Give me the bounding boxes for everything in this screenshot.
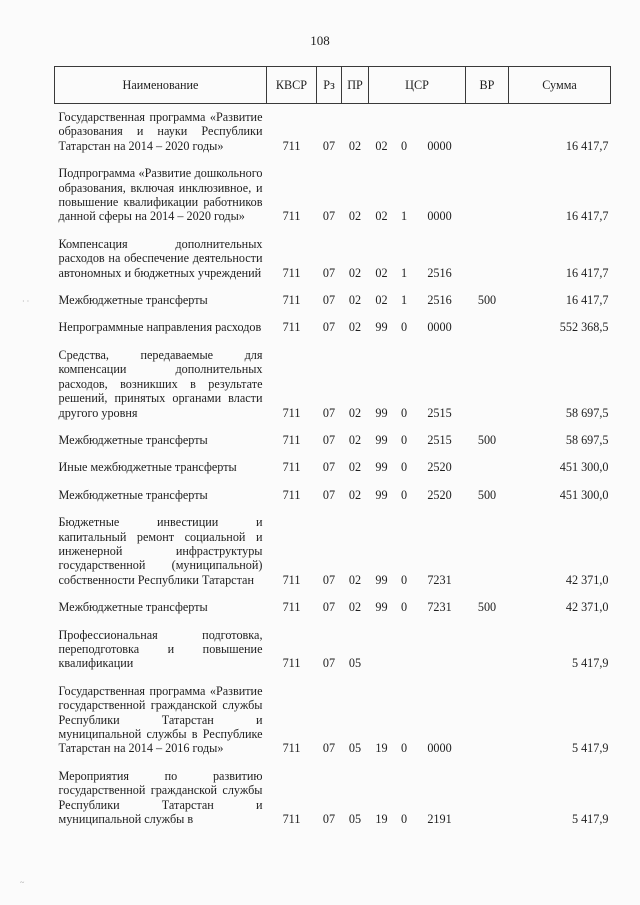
page-number: 108 (310, 33, 330, 48)
row-sum: 58 697,5 (565, 405, 609, 420)
row-rz: 07 (322, 741, 336, 756)
row-sum: 58 697,5 (565, 432, 609, 447)
row-pr: 02 (348, 320, 362, 335)
row-vr: 500 (477, 600, 497, 615)
row-csr-code: 2520 (427, 487, 452, 502)
table-row (55, 160, 611, 231)
row-rz: 07 (322, 487, 336, 502)
table-header-row (55, 67, 611, 104)
row-kvsr: 711 (282, 812, 301, 827)
row-kvsr: 711 (282, 320, 301, 335)
row-pr: 02 (348, 209, 362, 224)
row-csr-subprogram: 0 (400, 138, 408, 153)
row-sum: 451 300,0 (559, 487, 609, 502)
header-sum: Сумма (509, 67, 611, 104)
row-vr (466, 314, 509, 341)
row-rz: 07 (322, 812, 336, 827)
row-kvsr: 711 (282, 265, 301, 280)
row-csr-code (414, 622, 466, 678)
row-sum: 16 417,7 (565, 138, 609, 153)
row-rz: 07 (322, 293, 336, 308)
row-kvsr: 711 (282, 572, 301, 587)
row-kvsr: 711 (282, 600, 301, 615)
table-row (55, 482, 611, 509)
row-name: Государственная программа «Развитие государственной гражданской службы Республики Татарстан и муниципальной службы в Республике Татарстан на 2014 – 2016 годы» (58, 683, 263, 756)
row-csr-program: 02 (375, 209, 388, 224)
row-vr (466, 160, 509, 231)
margin-mark: ~ (20, 878, 25, 887)
table-row (55, 509, 611, 594)
row-name: Иные межбюджетные трансферты (58, 460, 237, 475)
row-name: Межбюджетные трансферты (58, 293, 208, 308)
row-pr: 02 (348, 572, 362, 587)
row-csr-program: 99 (375, 405, 388, 420)
row-pr: 02 (348, 405, 362, 420)
row-kvsr: 711 (282, 656, 301, 671)
row-sum: 16 417,7 (565, 265, 609, 280)
row-kvsr: 711 (282, 487, 301, 502)
table-row (55, 454, 611, 481)
row-rz: 07 (322, 572, 336, 587)
row-name: Государственная программа «Развитие образования и науки Республики Татарстан на 2014 – 2020 годы» (58, 110, 263, 153)
row-rz: 07 (322, 320, 336, 335)
table-row (55, 287, 611, 314)
row-sum: 16 417,7 (565, 293, 609, 308)
row-csr-program: 02 (375, 138, 388, 153)
row-vr: 500 (477, 293, 497, 308)
row-rz: 07 (322, 209, 336, 224)
table-row (55, 763, 611, 834)
row-kvsr: 711 (282, 138, 301, 153)
row-csr-code: 2191 (427, 812, 452, 827)
table-row (55, 678, 611, 763)
row-csr-subprogram: 1 (400, 209, 408, 224)
row-csr-code: 2516 (427, 293, 452, 308)
row-csr-program: 99 (375, 487, 388, 502)
row-csr-program: 02 (375, 293, 388, 308)
margin-mark: · · (22, 297, 30, 306)
row-csr-program: 99 (375, 320, 388, 335)
row-vr (466, 763, 509, 834)
row-sum: 5 417,9 (571, 741, 609, 756)
row-pr: 05 (348, 656, 362, 671)
row-sum: 552 368,5 (559, 320, 609, 335)
row-csr-program (369, 622, 395, 678)
table-row (55, 314, 611, 341)
row-sum: 42 371,0 (565, 572, 609, 587)
row-csr-subprogram: 1 (400, 265, 408, 280)
row-vr (466, 678, 509, 763)
row-vr (466, 104, 509, 161)
row-name: Подпрограмма «Развитие дошкольного образования, включая инклюзивное, и повышение квалификации работников данной сферы на 2014 – 2020 годы» (58, 166, 263, 224)
row-csr-subprogram: 0 (400, 320, 408, 335)
row-csr-subprogram: 0 (400, 572, 408, 587)
row-sum: 5 417,9 (571, 656, 609, 671)
row-vr: 500 (477, 487, 497, 502)
row-csr-code: 2520 (427, 460, 452, 475)
row-csr-program: 99 (375, 460, 388, 475)
row-csr-code: 0000 (427, 138, 452, 153)
row-csr-program: 02 (375, 265, 388, 280)
budget-table (54, 66, 611, 833)
row-pr: 02 (348, 265, 362, 280)
row-rz: 07 (322, 600, 336, 615)
row-csr-code: 2515 (427, 432, 452, 447)
row-csr-program: 99 (375, 572, 388, 587)
row-name: Средства, передаваемые для компенсации дополнительных расходов, возникших в результате решений, принятых органами власти другого уровня (58, 347, 263, 420)
row-csr-code: 0000 (427, 209, 452, 224)
row-rz: 07 (322, 656, 336, 671)
table-row (55, 231, 611, 287)
row-csr-program: 19 (375, 812, 388, 827)
row-vr (466, 342, 509, 427)
header-name: Наименование (55, 67, 267, 104)
row-sum: 16 417,7 (565, 209, 609, 224)
row-csr-program: 19 (375, 741, 388, 756)
row-pr: 02 (348, 138, 362, 153)
table-row (55, 594, 611, 621)
table-row (55, 427, 611, 454)
row-sum: 42 371,0 (565, 600, 609, 615)
row-kvsr: 711 (282, 460, 301, 475)
row-pr: 02 (348, 293, 362, 308)
row-vr: 500 (477, 432, 497, 447)
table-row (55, 104, 611, 161)
row-name: Бюджетные инвестиции и капитальный ремонт социальной и инженерной инфраструктуры государственной (муниципальной) собственности Республики Татарстан (58, 515, 263, 587)
row-name: Непрограммные направления расходов (58, 320, 262, 335)
row-csr-code: 2515 (427, 405, 452, 420)
header-rz: Рз (317, 67, 342, 104)
row-vr (466, 231, 509, 287)
row-csr-code: 2516 (427, 265, 452, 280)
row-csr-subprogram: 0 (400, 487, 408, 502)
table-row (55, 342, 611, 427)
header-vr: ВР (466, 67, 509, 104)
row-vr (466, 622, 509, 678)
row-name: Мероприятия по развитию государственной гражданской службы Республики Татарстан и муниципальной службы в (58, 768, 263, 827)
row-vr (466, 454, 509, 481)
row-name: Профессиональная подготовка, переподготовка и повышение квалификации (58, 627, 263, 671)
header-kvsr: КВСР (267, 67, 317, 104)
row-pr: 02 (348, 460, 362, 475)
row-pr: 02 (348, 487, 362, 502)
row-pr: 05 (348, 812, 362, 827)
row-csr-subprogram: 0 (400, 741, 408, 756)
row-vr (466, 509, 509, 594)
row-pr: 02 (348, 600, 362, 615)
row-csr-code: 0000 (427, 741, 452, 756)
row-csr-code: 7231 (427, 600, 452, 615)
row-name: Межбюджетные трансферты (58, 600, 208, 615)
row-pr: 02 (348, 432, 362, 447)
row-kvsr: 711 (282, 741, 301, 756)
row-csr-code: 0000 (427, 320, 452, 335)
row-kvsr: 711 (282, 209, 301, 224)
row-csr-subprogram (395, 622, 414, 678)
row-name: Межбюджетные трансферты (58, 432, 208, 447)
row-csr-code: 7231 (427, 572, 452, 587)
table-body (55, 104, 611, 834)
row-sum: 5 417,9 (571, 812, 609, 827)
row-csr-subprogram: 0 (400, 812, 408, 827)
row-name: Компенсация дополнительных расходов на обеспечение деятельности автономных и бюджетных учреждений (58, 236, 263, 280)
row-csr-subprogram: 0 (400, 432, 408, 447)
header-csr: ЦСР (369, 67, 466, 104)
row-rz: 07 (322, 432, 336, 447)
row-rz: 07 (322, 265, 336, 280)
table-row (55, 622, 611, 678)
row-kvsr: 711 (282, 293, 301, 308)
row-kvsr: 711 (282, 405, 301, 420)
row-csr-subprogram: 0 (400, 600, 408, 615)
row-pr: 05 (348, 741, 362, 756)
row-name: Межбюджетные трансферты (58, 487, 208, 502)
row-rz: 07 (322, 460, 336, 475)
header-pr: ПР (342, 67, 369, 104)
row-rz: 07 (322, 138, 336, 153)
row-csr-subprogram: 0 (400, 460, 408, 475)
row-csr-program: 99 (375, 432, 388, 447)
row-kvsr: 711 (282, 432, 301, 447)
row-csr-subprogram: 0 (400, 405, 408, 420)
row-csr-subprogram: 1 (400, 293, 408, 308)
row-rz: 07 (322, 405, 336, 420)
row-csr-program: 99 (375, 600, 388, 615)
row-sum: 451 300,0 (559, 460, 609, 475)
